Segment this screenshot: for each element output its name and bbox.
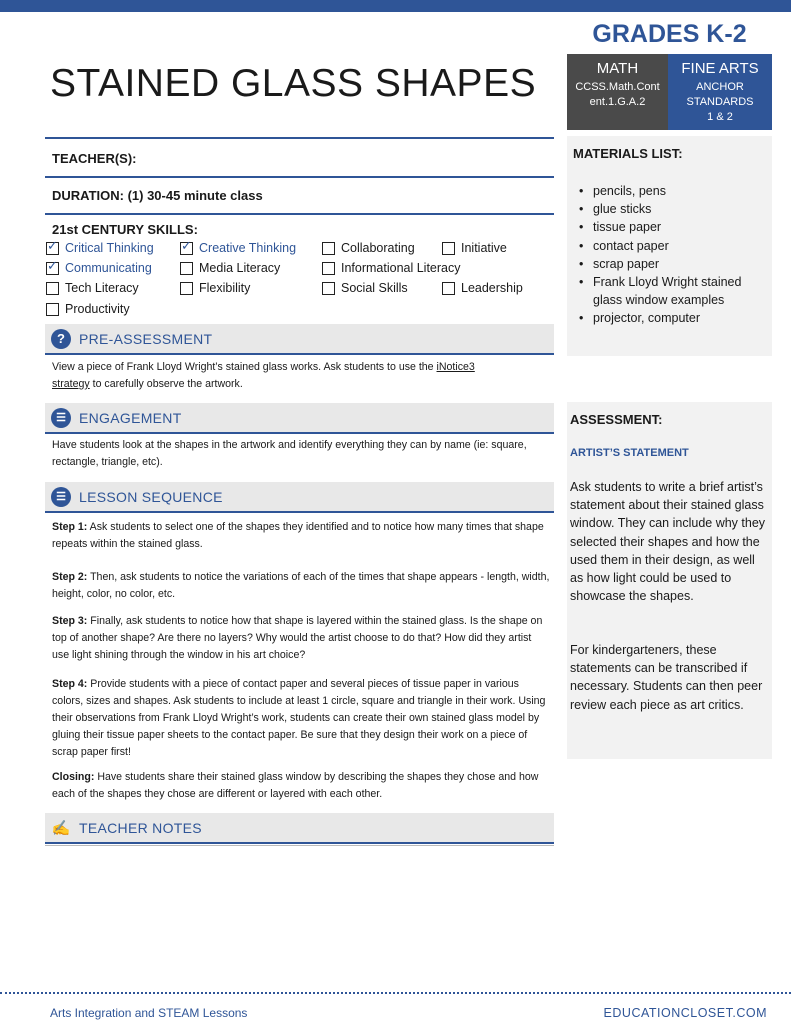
assessment-text: For kindergarteners, these statements can be transcribed if necessary. Students can then peer review each piece as art critics. [570,643,763,712]
skill-initiative [442,241,507,255]
pencil-notes-icon: ✍ [51,819,71,837]
grade-level-label: GRADES K-2 [592,20,747,48]
top-color-bar [0,0,791,12]
step-text: Then, ask students to notice the variations of each of the times that shape appears - length, width, height, color, no color, etc. [52,571,550,600]
question-mark-icon: ? [51,329,71,349]
skill-label: Flexibility [199,281,251,295]
skill-label: Communicating [65,261,152,275]
fine-arts-standard-line-2: STANDARDS [686,96,754,108]
list-item: • glue sticks [577,200,767,218]
pre-assessment-header [45,324,554,355]
step-2 [52,569,550,603]
footer-dotted-divider [0,992,791,994]
list-icon: ☰ [51,487,71,507]
checkbox-icon[interactable] [180,262,193,275]
pre-assessment-text [52,359,550,393]
section-heading: PRE-ASSESSMENT [79,330,213,347]
skill-communicating [46,261,152,275]
skill-social-skills [322,281,408,295]
list-item: • projector, computer [577,309,767,327]
skill-label: Initiative [461,241,507,255]
engagement-header [45,403,554,434]
lesson-sequence-header [45,482,554,513]
list-item: • tissue paper [577,218,767,236]
engagement-text: Have students look at the shapes in the artwork and identify everything they can by name (ie: square, rectangle, triangle, etc). [52,439,527,468]
skill-tech-literacy [46,281,139,295]
checkbox-icon[interactable] [46,282,59,295]
list-item: • scrap paper [577,255,767,273]
skill-productivity [46,302,130,316]
assessment-text: Ask students to write a brief artist’s statement about their stained glass window. They can include why they selected their shapes and how the used them in their design, as well as how light could be used to showcase the shapes. [570,480,766,604]
strategy-link[interactable]: strategy [52,378,90,390]
page-title: STAINED GLASS SHAPES [50,62,537,105]
step-text: Provide students with a piece of contact paper and several pieces of tissue paper in various colors, sizes and shapes. Ask students to include at least 1 circle, square and triangle in their work. Using their observations from Frank Lloyd Wright’s work, students can create their own stained glass model by gluing their tissue paper sheets to the contact paper. Be sure that they design their work on a piece of scrap paper first! [52,678,546,758]
skill-label: Media Literacy [199,261,281,275]
checkbox-icon[interactable] [442,282,455,295]
inotice3-link[interactable]: iNotice3 [436,361,475,373]
teacher-notes-header [45,813,554,844]
step-text: Have students share their stained glass window by describing the shapes they chose and how each of the shapes they chose are different or layered with each other. [52,771,539,800]
math-standard-code-line-2: ent.1.G.A.2 [589,96,646,108]
assessment-panel [567,402,772,759]
step-label: Step 4: [52,678,88,690]
materials-title: MATERIALS LIST: [573,146,683,161]
step-label: Closing: [52,771,95,783]
step-4 [52,676,550,761]
divider [45,176,554,178]
materials-list [577,182,767,328]
list-item: • pencils, pens [577,182,767,200]
duration-field: DURATION: (1) 30-45 minute class [52,188,263,203]
step-1 [52,519,550,553]
divider [45,845,554,846]
teacher-field: TEACHER(S): [52,151,137,166]
skill-label: Critical Thinking [65,241,154,255]
list-item: • Frank Lloyd Wright stained glass window examples [577,273,767,309]
checkbox-checked-icon[interactable] [46,242,59,255]
checkbox-icon[interactable] [322,242,335,255]
skill-label: Tech Literacy [65,281,139,295]
section-heading: LESSON SEQUENCE [79,488,223,505]
skill-creative-thinking [180,241,296,255]
skill-informational-literacy [322,261,461,275]
checkbox-checked-icon[interactable] [46,262,59,275]
skill-label: Informational Literacy [341,261,461,275]
math-standard-code-line-1: CCSS.Math.Cont [575,81,660,93]
checkbox-icon[interactable] [322,262,335,275]
divider [45,137,554,139]
list-item: • contact paper [577,237,767,255]
section-heading: ENGAGEMENT [79,409,182,426]
list-icon: ☰ [51,408,71,428]
section-heading: TEACHER NOTES [79,819,202,836]
footer-tagline: Arts Integration and STEAM Lessons [50,1006,248,1020]
math-standard-box [567,54,668,130]
math-standard-heading: MATH [596,60,639,77]
paragraph-text: View a piece of Frank Lloyd Wright’s stained glass works. Ask students to use the [52,361,437,373]
checkbox-icon[interactable] [46,303,59,316]
step-text: Ask students to select one of the shapes they identified and to notice how many times that shape repeats within the stained glass. [52,521,544,550]
skill-label: Collaborating [341,241,415,255]
step-label: Step 1: [52,521,88,533]
footer-site-link[interactable]: EDUCATIONCLOSET.COM [603,1006,767,1020]
skill-critical-thinking [46,241,154,255]
fine-arts-standard-line-1: ANCHOR [696,81,744,93]
checkbox-icon[interactable] [442,242,455,255]
paragraph-text: to carefully observe the artwork. [89,378,243,390]
checkbox-icon[interactable] [322,282,335,295]
skill-label: Social Skills [341,281,408,295]
closing-step [52,769,550,803]
materials-panel [567,136,772,356]
divider [45,213,554,215]
assessment-subtitle: ARTIST’S STATEMENT [570,447,689,459]
step-label: Step 2: [52,571,88,583]
checkbox-checked-icon[interactable] [180,242,193,255]
skill-flexibility [180,281,250,295]
assessment-title: ASSESSMENT: [570,412,663,427]
skill-label: Creative Thinking [199,241,297,255]
step-3 [52,613,550,664]
skill-leadership [442,281,523,295]
skill-label: Productivity [65,302,130,316]
step-label: Step 3: [52,615,88,627]
skill-label: Leadership [461,281,523,295]
checkbox-icon[interactable] [180,282,193,295]
skill-collaborating [322,241,415,255]
skills-title: 21st CENTURY SKILLS: [52,222,198,237]
step-text: Finally, ask students to notice how that shape is layered within the stained glass. Is the shape on top of another shape? Are there no layers? Why would the artist choose to do that? How did they artist use light shining through the window in his art choice? [52,615,543,661]
fine-arts-standard-box [668,54,772,130]
skill-media-literacy [180,261,280,275]
fine-arts-standard-heading: FINE ARTS [681,60,759,77]
fine-arts-standard-line-3: 1 & 2 [707,111,733,123]
